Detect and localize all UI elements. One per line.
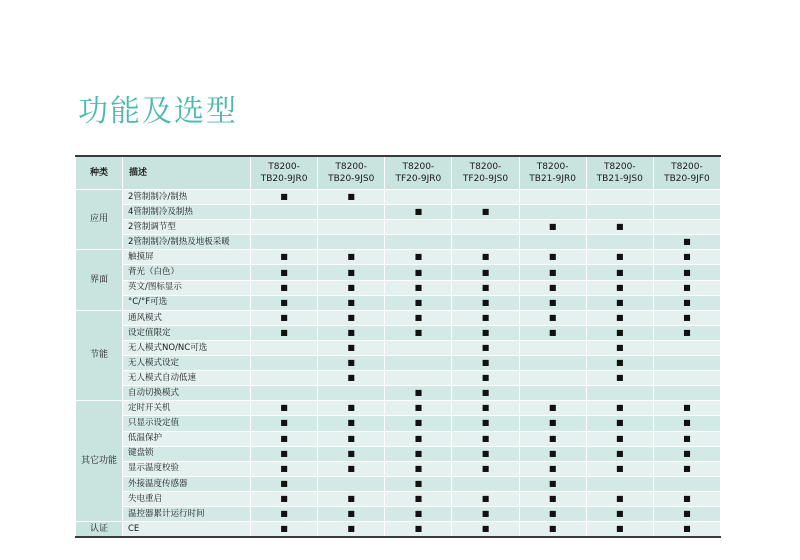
supported-mark: ■ (452, 401, 519, 416)
empty-cell (519, 190, 586, 205)
supported-mark: ■ (586, 356, 653, 371)
supported-mark: ■ (452, 340, 519, 355)
header-description: 描述 (123, 156, 251, 190)
empty-cell (452, 476, 519, 491)
supported-mark: ■ (385, 310, 452, 325)
supported-mark: ■ (519, 491, 586, 506)
model-code-suffix: TF20-9JR0 (395, 174, 442, 184)
feature-cell: 2管制制冷/制热 (123, 190, 251, 205)
supported-mark: ■ (318, 461, 385, 476)
empty-cell (519, 205, 586, 220)
supported-mark: ■ (653, 235, 720, 250)
category-cell: 认证 (76, 522, 123, 538)
supported-mark: ■ (318, 295, 385, 310)
supported-mark: ■ (385, 386, 452, 401)
supported-mark: ■ (519, 220, 586, 235)
supported-mark: ■ (318, 340, 385, 355)
supported-mark: ■ (452, 250, 519, 265)
supported-mark: ■ (519, 401, 586, 416)
empty-cell (452, 190, 519, 205)
supported-mark: ■ (586, 416, 653, 431)
supported-mark: ■ (385, 476, 452, 491)
table-row (76, 310, 721, 325)
supported-mark: ■ (653, 522, 720, 538)
supported-mark: ■ (586, 461, 653, 476)
model-code-prefix: T8200- (536, 161, 569, 172)
model-code-suffix: TB20-9JF0 (664, 174, 710, 184)
header-model (586, 156, 653, 190)
supported-mark: ■ (586, 280, 653, 295)
table-row (76, 356, 721, 371)
table-row (76, 205, 721, 220)
empty-cell (318, 205, 385, 220)
supported-mark: ■ (385, 250, 452, 265)
table-row (76, 325, 721, 340)
supported-mark: ■ (653, 310, 720, 325)
supported-mark: ■ (385, 265, 452, 280)
empty-cell (653, 220, 720, 235)
supported-mark: ■ (452, 371, 519, 386)
table-row (76, 491, 721, 506)
supported-mark: ■ (586, 295, 653, 310)
supported-mark: ■ (318, 325, 385, 340)
supported-mark: ■ (586, 220, 653, 235)
table-row (76, 340, 721, 355)
supported-mark: ■ (318, 401, 385, 416)
empty-cell (251, 371, 318, 386)
supported-mark: ■ (653, 265, 720, 280)
supported-mark: ■ (318, 371, 385, 386)
table-body (76, 190, 721, 538)
supported-mark: ■ (318, 250, 385, 265)
model-code-prefix: T8200- (268, 161, 300, 172)
table-row (76, 506, 721, 521)
supported-mark: ■ (318, 190, 385, 205)
supported-mark: ■ (452, 265, 519, 280)
supported-mark: ■ (385, 522, 452, 538)
supported-mark: ■ (519, 416, 586, 431)
table-header-row (76, 156, 721, 190)
model-code-prefix: T8200- (402, 161, 435, 172)
supported-mark: ■ (385, 506, 452, 521)
supported-mark: ■ (385, 461, 452, 476)
empty-cell (653, 205, 720, 220)
selection-table (75, 155, 721, 538)
header-category: 种类 (76, 156, 123, 190)
header-model (251, 156, 318, 190)
supported-mark: ■ (586, 431, 653, 446)
table-row (76, 220, 721, 235)
table-row (76, 386, 721, 401)
feature-cell: 失电重启 (123, 491, 251, 506)
supported-mark: ■ (653, 431, 720, 446)
feature-cell: 低温保护 (123, 431, 251, 446)
table-row (76, 265, 721, 280)
supported-mark: ■ (318, 416, 385, 431)
empty-cell (586, 205, 653, 220)
empty-cell (251, 235, 318, 250)
feature-cell: 通风模式 (123, 310, 251, 325)
supported-mark: ■ (251, 280, 318, 295)
supported-mark: ■ (452, 310, 519, 325)
empty-cell (519, 340, 586, 355)
model-code-suffix: TB21-9JR0 (529, 174, 576, 184)
empty-cell (251, 220, 318, 235)
empty-cell (251, 386, 318, 401)
supported-mark: ■ (385, 325, 452, 340)
supported-mark: ■ (586, 310, 653, 325)
supported-mark: ■ (586, 340, 653, 355)
supported-mark: ■ (251, 265, 318, 280)
feature-cell: 无人模式自动低速 (123, 371, 251, 386)
header-model (519, 156, 586, 190)
empty-cell (385, 235, 452, 250)
feature-cell: 2管制制冷/制热及地板采暖 (123, 235, 251, 250)
supported-mark: ■ (452, 356, 519, 371)
category-cell: 其它功能 (76, 401, 123, 522)
supported-mark: ■ (452, 461, 519, 476)
supported-mark: ■ (318, 431, 385, 446)
table-row (76, 295, 721, 310)
table-row (76, 190, 721, 205)
supported-mark: ■ (586, 506, 653, 521)
supported-mark: ■ (519, 325, 586, 340)
supported-mark: ■ (452, 416, 519, 431)
feature-cell: 温控器累计运行时间 (123, 506, 251, 521)
table-row (76, 476, 721, 491)
empty-cell (318, 476, 385, 491)
supported-mark: ■ (519, 506, 586, 521)
supported-mark: ■ (385, 205, 452, 220)
header-model (318, 156, 385, 190)
supported-mark: ■ (519, 280, 586, 295)
supported-mark: ■ (385, 446, 452, 461)
supported-mark: ■ (251, 416, 318, 431)
supported-mark: ■ (653, 491, 720, 506)
empty-cell (653, 386, 720, 401)
feature-cell: °C/°F可选 (123, 295, 251, 310)
supported-mark: ■ (653, 506, 720, 521)
empty-cell (519, 356, 586, 371)
feature-cell: 自动切换模式 (123, 386, 251, 401)
supported-mark: ■ (452, 325, 519, 340)
supported-mark: ■ (653, 280, 720, 295)
model-code-prefix: T8200- (603, 161, 636, 172)
empty-cell (452, 235, 519, 250)
supported-mark: ■ (519, 310, 586, 325)
page-title: 功能及选型 (78, 94, 238, 129)
supported-mark: ■ (586, 250, 653, 265)
table-row (76, 522, 721, 538)
supported-mark: ■ (251, 325, 318, 340)
category-cell: 界面 (76, 250, 123, 310)
supported-mark: ■ (519, 265, 586, 280)
supported-mark: ■ (586, 401, 653, 416)
feature-cell: 英文/图标显示 (123, 280, 251, 295)
supported-mark: ■ (251, 522, 318, 538)
empty-cell (385, 356, 452, 371)
category-cell: 应用 (76, 190, 123, 250)
feature-cell: CE (123, 522, 251, 538)
supported-mark: ■ (452, 506, 519, 521)
supported-mark: ■ (452, 446, 519, 461)
table-row (76, 416, 721, 431)
empty-cell (586, 235, 653, 250)
supported-mark: ■ (519, 295, 586, 310)
feature-cell: 显示温度校验 (123, 461, 251, 476)
header-model (452, 156, 519, 190)
supported-mark: ■ (251, 431, 318, 446)
empty-cell (653, 356, 720, 371)
supported-mark: ■ (452, 295, 519, 310)
empty-cell (519, 371, 586, 386)
supported-mark: ■ (318, 310, 385, 325)
feature-cell: 4管制制冷及制热 (123, 205, 251, 220)
model-code-suffix: TB20-9JS0 (328, 174, 375, 184)
supported-mark: ■ (251, 476, 318, 491)
supported-mark: ■ (519, 250, 586, 265)
feature-cell: 定时开关机 (123, 401, 251, 416)
empty-cell (385, 220, 452, 235)
supported-mark: ■ (318, 522, 385, 538)
supported-mark: ■ (318, 265, 385, 280)
supported-mark: ■ (318, 446, 385, 461)
supported-mark: ■ (653, 416, 720, 431)
supported-mark: ■ (251, 310, 318, 325)
empty-cell (251, 205, 318, 220)
empty-cell (385, 340, 452, 355)
supported-mark: ■ (251, 506, 318, 521)
supported-mark: ■ (586, 371, 653, 386)
supported-mark: ■ (251, 190, 318, 205)
table-row (76, 446, 721, 461)
empty-cell (519, 386, 586, 401)
empty-cell (385, 190, 452, 205)
empty-cell (586, 476, 653, 491)
table-row (76, 461, 721, 476)
feature-cell: 无人模式设定 (123, 356, 251, 371)
empty-cell (385, 371, 452, 386)
supported-mark: ■ (251, 401, 318, 416)
model-code-prefix: T8200- (469, 161, 502, 172)
supported-mark: ■ (519, 461, 586, 476)
supported-mark: ■ (385, 280, 452, 295)
supported-mark: ■ (519, 446, 586, 461)
supported-mark: ■ (452, 386, 519, 401)
empty-cell (318, 220, 385, 235)
table-row (76, 250, 721, 265)
empty-cell (251, 356, 318, 371)
supported-mark: ■ (452, 280, 519, 295)
feature-cell: 外接温度传感器 (123, 476, 251, 491)
supported-mark: ■ (653, 295, 720, 310)
empty-cell (586, 386, 653, 401)
supported-mark: ■ (251, 295, 318, 310)
supported-mark: ■ (452, 205, 519, 220)
feature-cell: 2管制调节型 (123, 220, 251, 235)
supported-mark: ■ (385, 401, 452, 416)
empty-cell (653, 476, 720, 491)
supported-mark: ■ (452, 491, 519, 506)
supported-mark: ■ (318, 491, 385, 506)
supported-mark: ■ (519, 476, 586, 491)
supported-mark: ■ (653, 446, 720, 461)
supported-mark: ■ (586, 446, 653, 461)
table-row (76, 371, 721, 386)
supported-mark: ■ (385, 491, 452, 506)
supported-mark: ■ (653, 401, 720, 416)
empty-cell (653, 340, 720, 355)
supported-mark: ■ (318, 280, 385, 295)
table-row (76, 401, 721, 416)
feature-cell: 键盘锁 (123, 446, 251, 461)
table-row (76, 280, 721, 295)
supported-mark: ■ (586, 522, 653, 538)
feature-cell: 触摸屏 (123, 250, 251, 265)
feature-cell: 设定值限定 (123, 325, 251, 340)
model-code-prefix: T8200- (671, 161, 703, 172)
model-code-suffix: TB21-9JS0 (596, 174, 643, 184)
empty-cell (586, 190, 653, 205)
empty-cell (452, 220, 519, 235)
supported-mark: ■ (653, 325, 720, 340)
supported-mark: ■ (452, 522, 519, 538)
supported-mark: ■ (586, 325, 653, 340)
supported-mark: ■ (452, 431, 519, 446)
supported-mark: ■ (251, 250, 318, 265)
empty-cell (251, 340, 318, 355)
category-cell: 节能 (76, 310, 123, 401)
empty-cell (653, 371, 720, 386)
supported-mark: ■ (251, 461, 318, 476)
table-row (76, 235, 721, 250)
header-model (653, 156, 720, 190)
feature-cell: 背光（白色） (123, 265, 251, 280)
supported-mark: ■ (653, 461, 720, 476)
supported-mark: ■ (586, 491, 653, 506)
model-code-prefix: T8200- (335, 161, 368, 172)
feature-cell: 只显示设定值 (123, 416, 251, 431)
table-row (76, 431, 721, 446)
feature-cell: 无人模式NO/NC可选 (123, 340, 251, 355)
supported-mark: ■ (385, 431, 452, 446)
empty-cell (653, 190, 720, 205)
supported-mark: ■ (586, 265, 653, 280)
supported-mark: ■ (519, 431, 586, 446)
supported-mark: ■ (318, 356, 385, 371)
supported-mark: ■ (653, 250, 720, 265)
empty-cell (318, 386, 385, 401)
model-code-suffix: TF20-9JS0 (462, 174, 509, 184)
empty-cell (318, 235, 385, 250)
supported-mark: ■ (251, 446, 318, 461)
supported-mark: ■ (251, 491, 318, 506)
supported-mark: ■ (318, 506, 385, 521)
supported-mark: ■ (385, 295, 452, 310)
model-code-suffix: TB20-9JR0 (260, 174, 308, 184)
supported-mark: ■ (385, 416, 452, 431)
empty-cell (519, 235, 586, 250)
header-model (385, 156, 452, 190)
supported-mark: ■ (519, 522, 586, 538)
